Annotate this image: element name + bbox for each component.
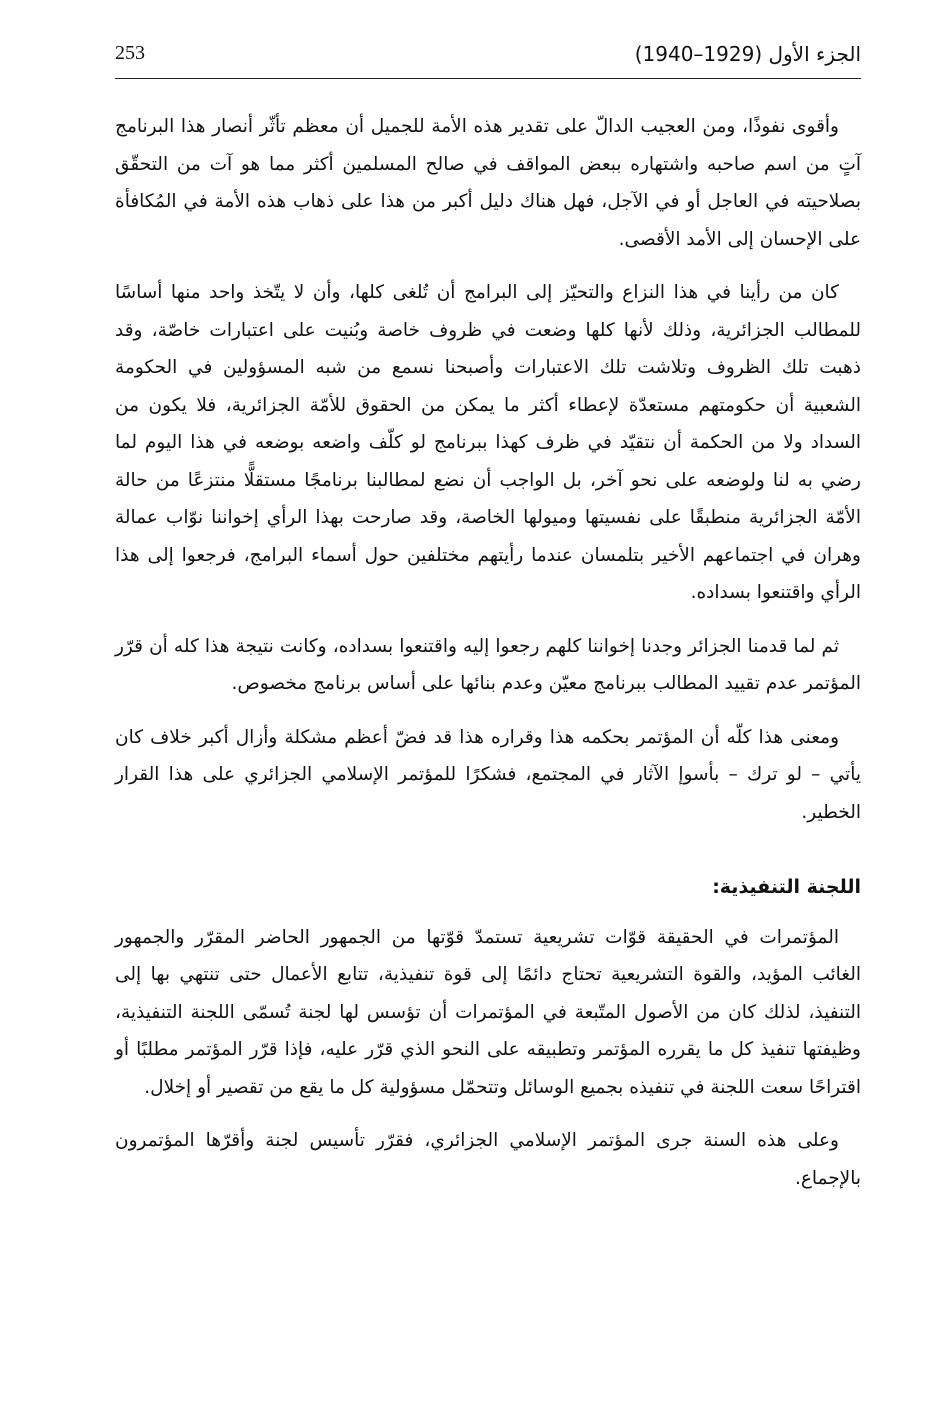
paragraph: كان من رأينا في هذا النزاع والتحيّز إلى البرامج أن تُلغى كلها، وأن لا يتّخذ واحد منها أساسًا للمطالب الجزائرية، وذلك لأنها كلها وضعت في ظروف خاصة وبُنيت على اعتبارات خاصّة، وقد ذهبت تلك الظروف وتلاشت تلك الاعتبارات وأصبحنا نسمع من شبه المسؤولين في الحكومة الشعبية أن حكومتهم مستعدّة لإعطاء أكثر ما يمكن من الحقوق للأمّة الجزائرية، فلا يكون من السداد ولا من الحكمة أن نتقيّد في ظرف كهذا ببرنامج لو كلّف واضعه بوضعه في هذا اليوم لما رضي به لنا ولوضعه على نحو آخر، بل الواجب أن نضع لمطالبنا برنامجًا مستقلًّا منتزعًا من حالة الأمّة الجزائرية منطبقًا على نفسيتها وميولها الخاصة، وقد صارحت بهذا الرأي إخواننا نوّاب عمالة وهران في اجتماعهم الأخير بتلمسان عندما رأيتهم مختلفين حول أسماء البرامج، فرجعوا إلى هذا الرأي واقتنعوا بسداده. — [115, 282, 861, 603]
paragraph: المؤتمرات في الحقيقة قوّات تشريعية تستمدّ قوّتها من الجمهور الحاضر المقرّر والجمهور الغائب المؤيد، والقوة التشريعية تحتاج دائمًا إلى قوة تنفيذية، تتابع الأعمال حتى تنتهي بها إلى التنفيذ، لذلك كان من الأصول المتّبعة في المؤتمرات أن تؤسس لها لجنة تُسمّى اللجنة التنفيذية، وظيفتها تنفيذ كل ما يقرره المؤتمر وتطبيقه على النحو الذي قرّر عليه، فإذا قرّر المؤتمر مطلبًا أو اقتراحًا سعت اللجنة في تنفيذه بجميع الوسائل وتتحمّل مسؤولية كل ما يقع من تقصير أو إخلال. — [115, 926, 861, 1098]
paragraph: ومعنى هذا كلّه أن المؤتمر بحكمه هذا وقراره هذا قد فضّ أعظم مشكلة وأزال أكبر خلاف كان يأتي – لو ترك – بأسوإ الآثار في المجتمع، فشكرًا للمؤتمر الإسلامي الجزائري على هذا القرار الخطير. — [115, 726, 861, 823]
paragraph: ثم لما قدمنا الجزائر وجدنا إخواننا كلهم رجعوا إليه واقتنعوا بسداده، وكانت نتيجة هذا كله أن قرّر المؤتمر عدم تقييد المطالب ببرنامج معيّن وعدم بنائها على أساس برنامج مخصوص. — [115, 635, 861, 694]
body-text — [115, 108, 861, 1213]
section-heading: اللجنة التنفيذية: — [712, 876, 861, 898]
running-title: الجزء الأول (1929–1940) — [634, 42, 861, 66]
paragraph: وأقوى نفوذًا، ومن العجيب الدالّ على تقدير هذه الأمة للجميل أن معظم تأثّر أنصار هذا البرنامج آتٍ من اسم صاحبه واشتهاره ببعض المواقف في صالح المسلمين أكثر مما هو آت من التحقّق بصلاحيته في العاجل أو في الآجل، فهل هناك دليل أكبر من هذا على ذهاب هذه الأمة في المُكافأة على الإحسان إلى الأمد الأقصى. — [115, 116, 861, 250]
page-number: 253 — [115, 42, 145, 64]
page-header — [115, 38, 861, 79]
paragraph: وعلى هذه السنة جرى المؤتمر الإسلامي الجزائري، فقرّر تأسيس لجنة وأقرّها المؤتمرون بالإجماع. — [115, 1130, 861, 1189]
